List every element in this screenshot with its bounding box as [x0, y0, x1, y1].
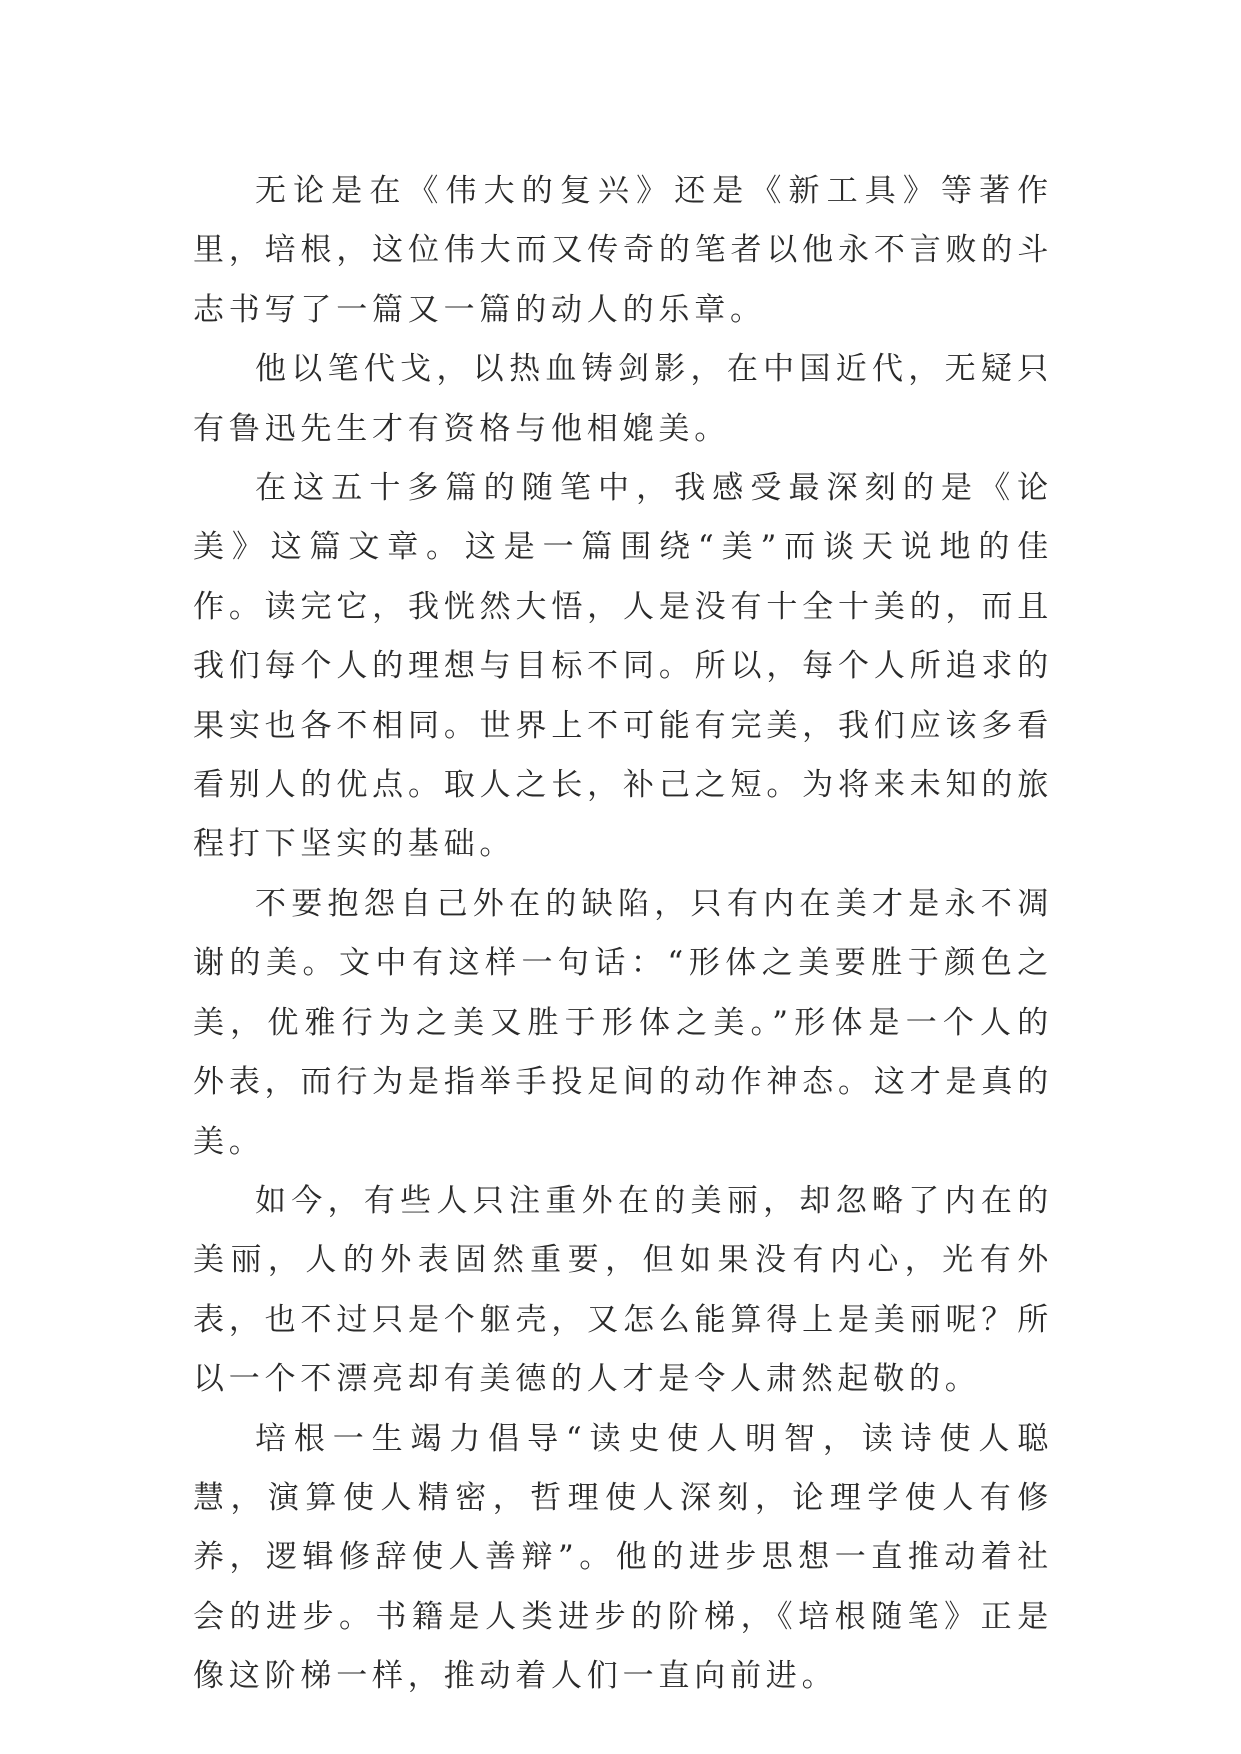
document-body	[193, 162, 1053, 1707]
paragraph-3: 在这五十多篇的随笔中，我感受最深刻的是《论美》这篇文章。这是一篇围绕“美”而谈天说地的佳作。读完它，我恍然大悟，人是没有十全十美的，而且我们每个人的理想与目标不同。所以，每个人所追求的果实也各不相同。世界上不可能有完美，我们应该多看看别人的优点。取人之长，补己之短。为将来未知的旅程打下坚实的基础。	[193, 470, 1053, 863]
paragraph-5: 如今，有些人只注重外在的美丽，却忽略了内在的美丽，人的外表固然重要，但如果没有内心，光有外表，也不过只是个躯壳，又怎么能算得上是美丽呢？所以一个不漂亮却有美德的人才是令人肃然起敬的。	[193, 1182, 1053, 1398]
paragraph-2: 他以笔代戈，以热血铸剑影，在中国近代，无疑只有鲁迅先生才有资格与他相媲美。	[193, 351, 1053, 447]
paragraph-6: 培根一生竭力倡导“读史使人明智，读诗使人聪慧，演算使人精密，哲理使人深刻，论理学使人有修养，逻辑修辞使人善辩”。他的进步思想一直推动着社会的进步。书籍是人类进步的阶梯，《培根随笔》正是像这阶梯一样，推动着人们一直向前进。	[193, 1420, 1053, 1695]
paragraph-1: 无论是在《伟大的复兴》还是《新工具》等著作里，培根，这位伟大而又传奇的笔者以他永不言败的斗志书写了一篇又一篇的动人的乐章。	[193, 173, 1053, 328]
paragraph-4: 不要抱怨自己外在的缺陷，只有内在美才是永不凋谢的美。文中有这样一句话：“形体之美要胜于颜色之美，优雅行为之美又胜于形体之美。”形体是一个人的外表，而行为是指举手投足间的动作神态。这才是真的美。	[193, 885, 1053, 1160]
